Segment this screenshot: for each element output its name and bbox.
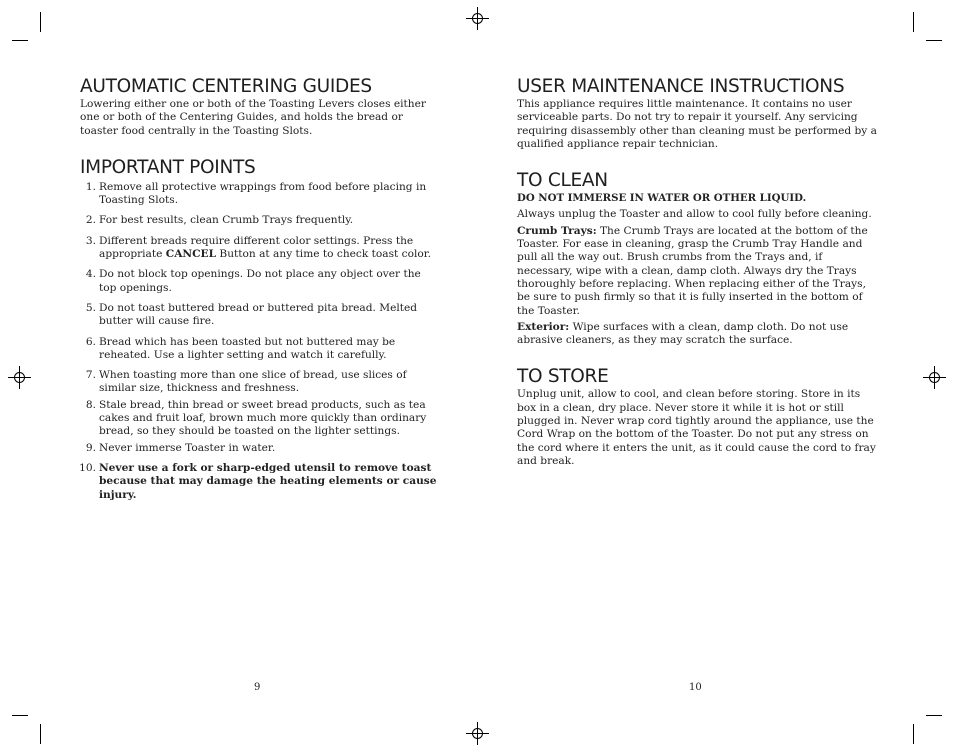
important-points-heading: IMPORTANT POINTS xyxy=(80,156,256,178)
store-body: Unplug unit, allow to cool, and clean before storing. Store in its box in a clean, dry place. Never store it while it is hot or still plugged in. Never wrap cord tightly around the appliance, use the Cord Wrap on the bottom of the Toaster. Do not put any stress on the cord where it enters the unit, as it could cause the cord to fray and break. xyxy=(517,388,876,467)
list-item: 1. Remove all protective wrappings from food before placing in Toasting Slots. xyxy=(85,180,427,207)
list-item: 9. Never immerse Toaster in water. xyxy=(85,441,276,454)
cancel-keyword: CANCEL xyxy=(165,248,217,261)
list-item: 6. Bread which has been toasted but not buttered may be reheated. Use a lighter setting and watch it carefully. xyxy=(85,335,396,361)
list-item: 2. For best results, clean Crumb Trays frequently. xyxy=(85,214,354,227)
maintenance-heading: USER MAINTENANCE INSTRUCTIONS xyxy=(517,76,845,97)
list-item: 10. Never use a fork or sharp-edged utensil to remove toast because that may damage the heating elements or cause injury. xyxy=(79,461,437,501)
right-column xyxy=(517,77,879,468)
list-item: 4. Do not block top openings. Do not place any object over the top openings. xyxy=(85,268,421,294)
centering-guides-body: Lowering either one or both of the Toasting Levers closes either one or both of the Centering Guides, and holds the bread or toaster food centrally in the Toasting Slots. xyxy=(80,98,426,137)
exterior-paragraph: Exterior: Wipe surfaces with a clean, damp cloth. Do not use abrasive cleaners, as they may scratch the surface. xyxy=(517,320,849,347)
important-points-list xyxy=(80,181,438,502)
crumb-trays-paragraph: Crumb Trays: The Crumb Trays are located at the bottom of the Toaster. For ease in cleaning, grasp the Crumb Tray Handle and pull all the way out. Brush crumbs from the Trays and, if necessary, wipe with a clean, damp cloth. Always dry the Trays thoroughly before replacing. When replacing either of the Trays, be sure to push firmly so that it is fully inserted in the bottom of the Toaster. xyxy=(517,224,868,317)
clean-intro: Always unplug the Toaster and allow to cool fully before cleaning. xyxy=(517,208,872,221)
list-item: 8. Stale bread, thin bread or sweet bread products, such as tea cakes and fruit loaf, brown much more quickly than ordinary bread, so they should be toasted on the lighter settings. xyxy=(85,398,427,438)
right-page xyxy=(477,0,954,756)
to-store-heading: TO STORE xyxy=(517,366,609,388)
left-column xyxy=(80,77,438,502)
list-item: 3. Different breads require different color settings. Press the appropriate CANCEL Button at any time to check toast color. xyxy=(85,234,431,261)
immerse-warning: DO NOT IMMERSE IN WATER OR OTHER LIQUID. xyxy=(517,192,807,205)
to-clean-heading: TO CLEAN xyxy=(517,170,608,192)
page-number-right: 10 xyxy=(689,682,702,693)
page-number-left: 9 xyxy=(254,682,261,693)
list-item: 7. When toasting more than one slice of bread, use slices of similar size, thickness and freshness. xyxy=(85,369,407,395)
maintenance-body: This appliance requires little maintenance. It contains no user serviceable parts. Do not try to repair it yourself. Any servicing requiring disassembly other than cleaning must be performed by a qualified appliance repair technician. xyxy=(517,98,877,150)
crumb-trays-label: Crumb Trays: xyxy=(517,224,597,237)
exterior-label: Exterior: xyxy=(517,320,570,333)
list-item: 5. Do not toast buttered bread or buttered pita bread. Melted butter will cause fire. xyxy=(85,301,418,328)
centering-guides-heading: AUTOMATIC CENTERING GUIDES xyxy=(80,76,372,97)
